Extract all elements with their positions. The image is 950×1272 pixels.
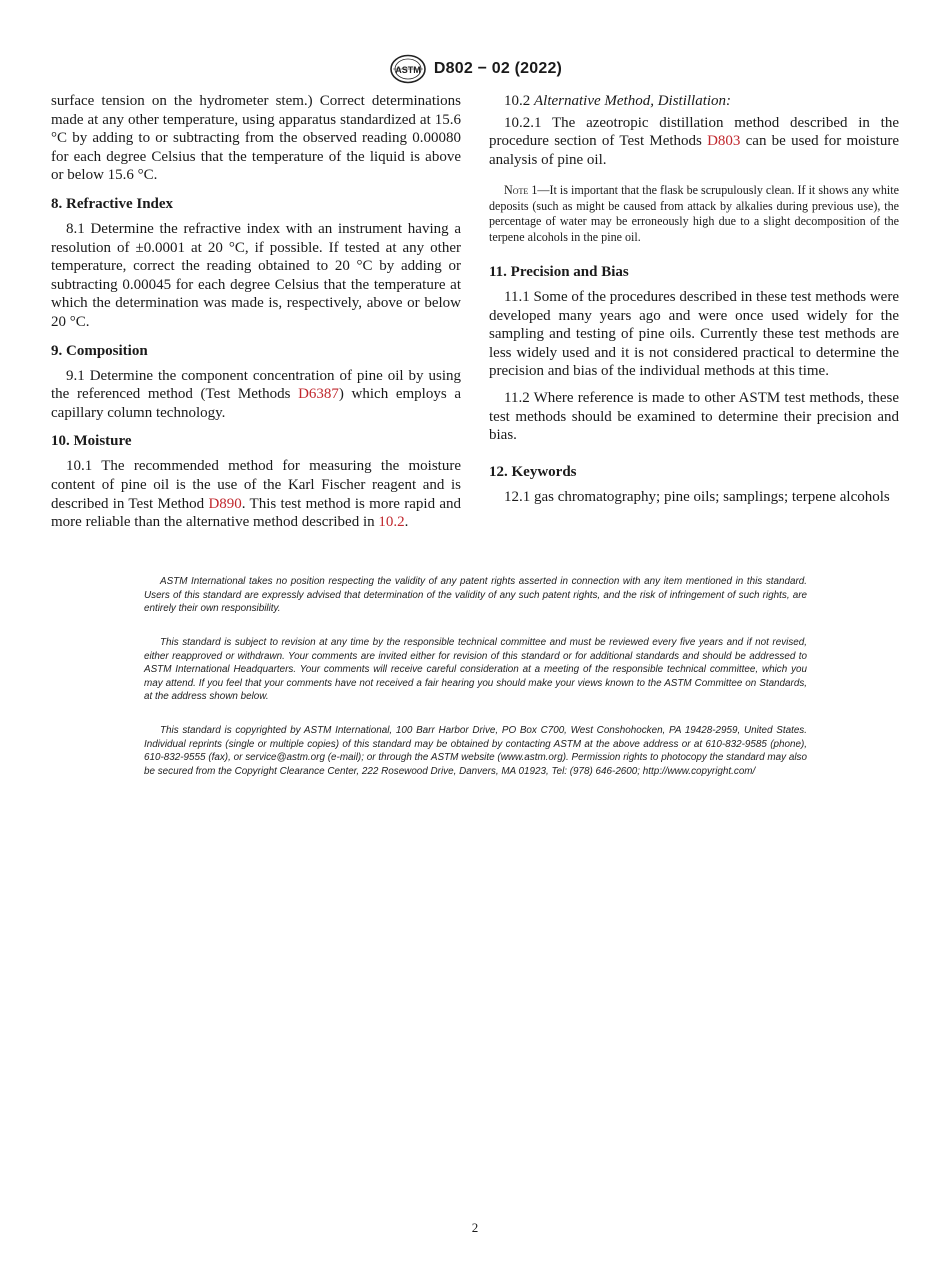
section-9-heading: 9. Composition bbox=[51, 342, 148, 359]
section-12-heading: 12. Keywords bbox=[489, 463, 577, 480]
section-9-1: 9.1 Determine the component concentration of pine oil by using the referenced method (Test Methods D6387) which employs a capillary column technology. bbox=[51, 367, 461, 421]
section-8-1: 8.1 Determine the refractive index with an instrument having a resolution of ±0.0001 at 20 °C, if possible. If tested at any other temperature, correct the reading obtained to 20 °C by adding or subtracting 0.00045 for each degree Celsius that the temperature at which the determination was made is, respectively, above or below 20 °C. bbox=[51, 220, 461, 330]
astm-logo-icon bbox=[388, 54, 428, 84]
right-column bbox=[489, 92, 899, 506]
section-10-1: 10.1 The recommended method for measuring the moisture content of pine oil is the use of the Karl Fischer reagent and is described in Test Method D890. This test method is more rapid and more reliable than the alternative method described in 10.2. bbox=[51, 458, 462, 531]
link-section-10-2[interactable]: 10.2 bbox=[378, 514, 405, 531]
link-d890[interactable]: D890 bbox=[208, 495, 242, 512]
section-11-heading: 11. Precision and Bias bbox=[489, 264, 629, 280]
page-number: 2 bbox=[471, 1220, 479, 1235]
section-10-heading: 10. Moisture bbox=[51, 433, 132, 450]
left-column bbox=[51, 92, 461, 532]
standard-designation: D802 − 02 (2022) bbox=[433, 60, 563, 77]
intro-paragraph: surface tension on the hydrometer stem.) Correct determinations made at any other temperature, using apparatus standardized at 15.6 °C by adding to or subtracting from the observed reading 0.00080 for each degree Celsius that the temperature of the liquid is above or below 15.6 °C. bbox=[51, 93, 461, 184]
section-11-2: 11.2 Where reference is made to other ASTM test methods, these test methods should be examined to determine their precision and bias. bbox=[489, 389, 899, 444]
astm-logo-text: ASTM bbox=[395, 65, 421, 75]
section-12-1: 12.1 gas chromatography; pine oils; samplings; terpene alcohols bbox=[504, 488, 890, 505]
link-d803[interactable]: D803 bbox=[707, 133, 741, 150]
link-d6387[interactable]: D6387 bbox=[298, 386, 339, 403]
disclaimer-patent: ASTM International takes no position respecting the validity of any patent rights asserted in connection with any item mentioned in this standard. Users of this standard are expressly advised that determination of the validity of any such patent rights, and the risk of infringement of such rights, are entirely their own responsibility. bbox=[144, 576, 807, 615]
section-10-2-heading: 10.2 Alternative Method, Distillation: bbox=[504, 93, 732, 109]
section-11-1: 11.1 Some of the procedures described in these test methods were developed many years ago and were once used widely for the sampling and testing of pine oils. Currently these test methods are less widely used and it is not considered practical to determine the precision and bias of the individual methods at this time. bbox=[489, 289, 899, 380]
note-1: Note 1—It is important that the flask be scrupulously clean. If it shows any white deposits (such as might be caused from attack by alkalies during previous use), the percentage of water may be erroneously high due to a slight decomposition of the terpene alcohols in the pine oil. bbox=[489, 183, 899, 244]
disclaimer-revision: This standard is subject to revision at any time by the responsible technical committee and must be reviewed every five years and if not revised, either reapproved or withdrawn. Your comments are invited either for revision of this standard or for additional standards and should be addressed to ASTM International Headquarters. Your comments will receive careful consideration at a meeting of the responsible technical committee, which you may attend. If you feel that your comments have not received a fair hearing you should make your views known to the ASTM Committee on Standards, at the address shown below. bbox=[144, 637, 807, 703]
disclaimer-copyright: This standard is copyrighted by ASTM International, 100 Barr Harbor Drive, PO Box C700, West Conshohocken, PA 19428-2959, United States. Individual reprints (single or multiple copies) of this standard may be obtained by contacting ASTM at the above address or at 610-832-9585 (phone), 610-832-9555 (fax), or service@astm.org (e-mail); or through the ASTM website (www.astm.org). Permission rights to photocopy the standard may also be secured from the Copyright Clearance Center, 222 Rosewood Drive, Danvers, MA 01923, Tel: (978) 646-2600; http://www.copyright.com/ bbox=[144, 725, 807, 777]
section-8-heading: 8. Refractive Index bbox=[51, 195, 174, 212]
section-10-2-1: 10.2.1 The azeotropic distillation method described in the procedure section of Test Methods D803 can be used for moisture analysis of pine oil. bbox=[489, 114, 899, 168]
page-header bbox=[0, 54, 950, 84]
